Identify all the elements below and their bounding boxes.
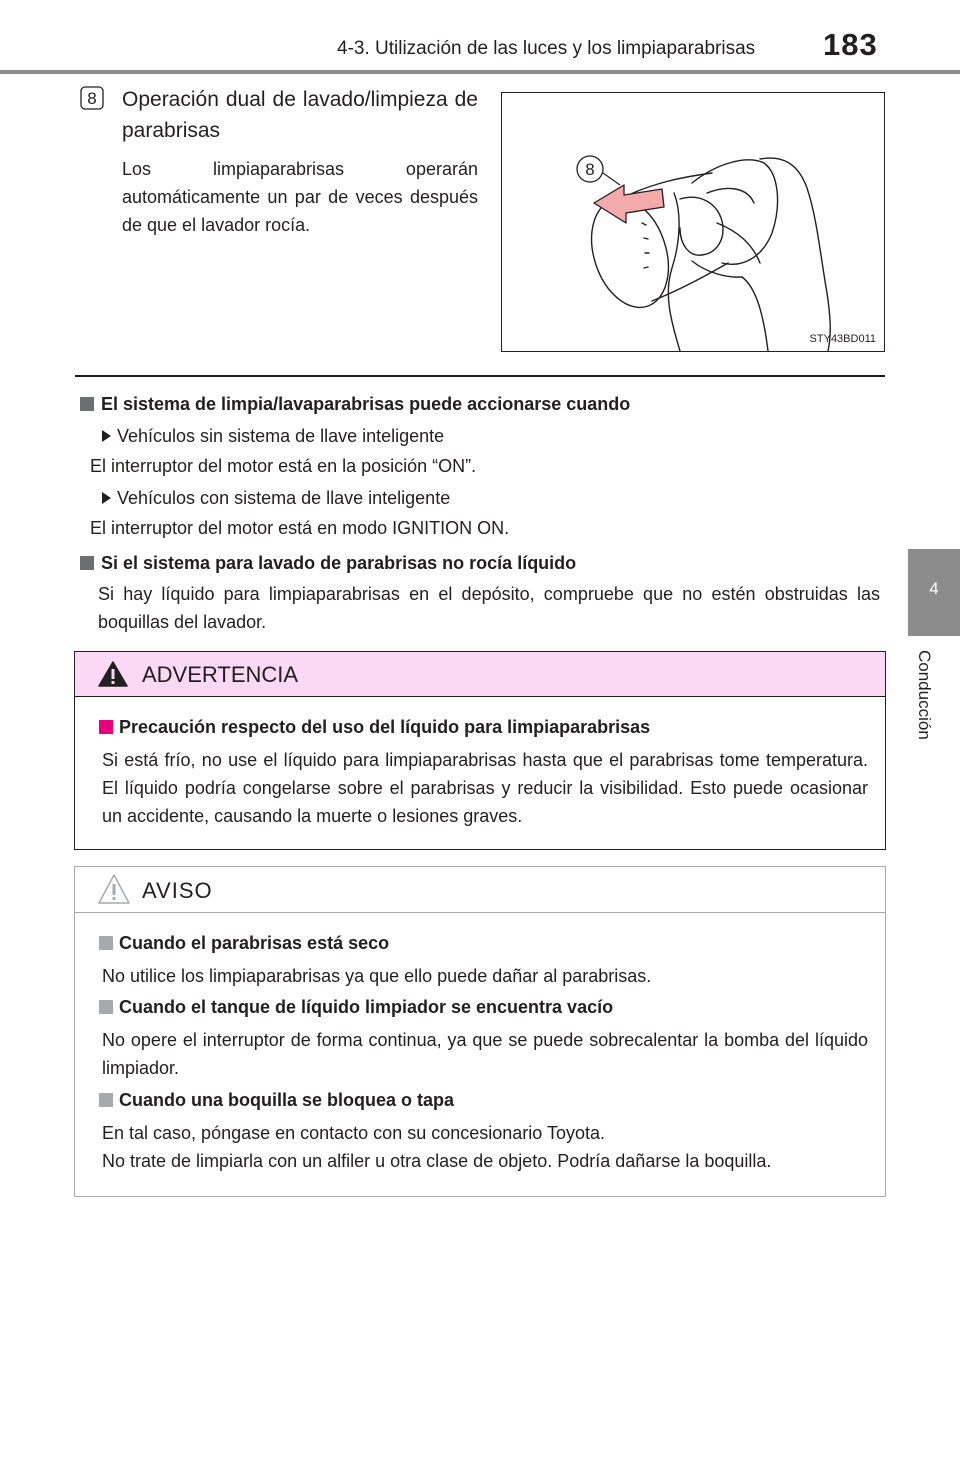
- section-divider: [75, 375, 885, 377]
- notice-item-heading: [99, 1090, 454, 1111]
- warning-item-heading: [99, 717, 650, 738]
- note-heading-text: El sistema de limpia/lavaparabrisas puede accionarse cuando: [101, 394, 631, 414]
- note-heading-text: Si el sistema para lavado de parabrisas no rocía líquido: [101, 553, 577, 573]
- step-number: 8: [87, 89, 97, 108]
- header-rule: [0, 70, 960, 74]
- warning-box: [74, 651, 886, 850]
- triangle-bullet-icon: [102, 430, 111, 442]
- condition-label: Vehículos con sistema de llave inteligente: [117, 488, 451, 508]
- notice-text: No opere el interruptor de forma continua, ya que se puede sobrecalentar la bomba del líquido limpiador.: [102, 1030, 868, 1078]
- caution-triangle-icon: [97, 873, 131, 905]
- condition-text: El interruptor del motor está en la posición “ON”.: [90, 456, 477, 476]
- figure-code: STY43BD011: [809, 333, 876, 345]
- wiper-lever-illustration: [501, 92, 885, 352]
- page-header: [0, 0, 960, 76]
- square-bullet-icon: [99, 936, 113, 950]
- warning-header: [75, 652, 885, 697]
- section-title: 4-3. Utilización de las luces y los limpiaparabrisas: [337, 38, 756, 59]
- warning-heading-text: Precaución respecto del uso del líquido para limpiaparabrisas: [119, 717, 651, 737]
- notice-heading-text: Cuando una boquilla se bloquea o tapa: [119, 1090, 455, 1110]
- notice-text: No trate de limpiarla con un alfiler u otra clase de objeto. Podría dañarse la boquilla.: [102, 1151, 772, 1171]
- chapter-label-text: Conducción: [915, 650, 934, 740]
- square-bullet-icon: [99, 1000, 113, 1014]
- step-number-badge: [80, 86, 104, 110]
- warning-title: ADVERTENCIA: [142, 662, 299, 687]
- condition-label: Vehículos sin sistema de llave inteligente: [117, 426, 445, 446]
- square-bullet-icon: [99, 1093, 113, 1107]
- step-title: Operación dual de lavado/limpieza de parabrisas: [122, 88, 478, 142]
- notice-text: En tal caso, póngase en contacto con su concesionario Toyota.: [102, 1123, 605, 1143]
- notice-header: [75, 867, 885, 913]
- warning-text: Si está frío, no use el líquido para limpiaparabrisas hasta que el parabrisas tome temperatura. El líquido podría congelarse sobre el parabrisas y reducir la visibilidad. Esto puede ocasionar un accidente, causando la muerte o lesiones graves.: [102, 750, 868, 826]
- figure-callout-number: 8: [585, 160, 595, 179]
- chapter-tab[interactable]: [908, 549, 960, 636]
- square-bullet-icon: [99, 720, 113, 734]
- square-bullet-icon: [80, 556, 94, 570]
- note-heading-1: [80, 392, 880, 416]
- condition-text: El interruptor del motor está en modo IGNITION ON.: [90, 518, 510, 538]
- chapter-label: [914, 650, 954, 760]
- page-number: 183: [823, 27, 878, 62]
- square-bullet-icon: [80, 397, 94, 411]
- note-heading-2: [80, 551, 880, 575]
- hand-pulling-lever-icon: [502, 93, 885, 352]
- notice-heading-text: Cuando el parabrisas está seco: [119, 933, 390, 953]
- notice-item-heading: [99, 933, 389, 954]
- notice-heading-text: Cuando el tanque de líquido limpiador se encuentra vacío: [119, 997, 614, 1017]
- notice-title: AVISO: [142, 878, 213, 903]
- note-text: Si hay líquido para limpiaparabrisas en el depósito, compruebe que no estén obstruidas las boquillas del lavador.: [98, 584, 880, 632]
- condition-item: [102, 488, 450, 509]
- notice-box: [74, 866, 886, 1197]
- notice-text: No utilice los limpiaparabrisas ya que ello puede dañar al parabrisas.: [102, 966, 652, 986]
- warning-triangle-icon: [97, 660, 129, 688]
- chapter-number: 4: [929, 579, 939, 598]
- step-description: Los limpiaparabrisas operarán automáticamente un par de veces después de que el lavador rocía.: [122, 159, 478, 235]
- triangle-bullet-icon: [102, 492, 111, 504]
- notice-item-heading: [99, 997, 613, 1018]
- condition-item: [102, 426, 444, 447]
